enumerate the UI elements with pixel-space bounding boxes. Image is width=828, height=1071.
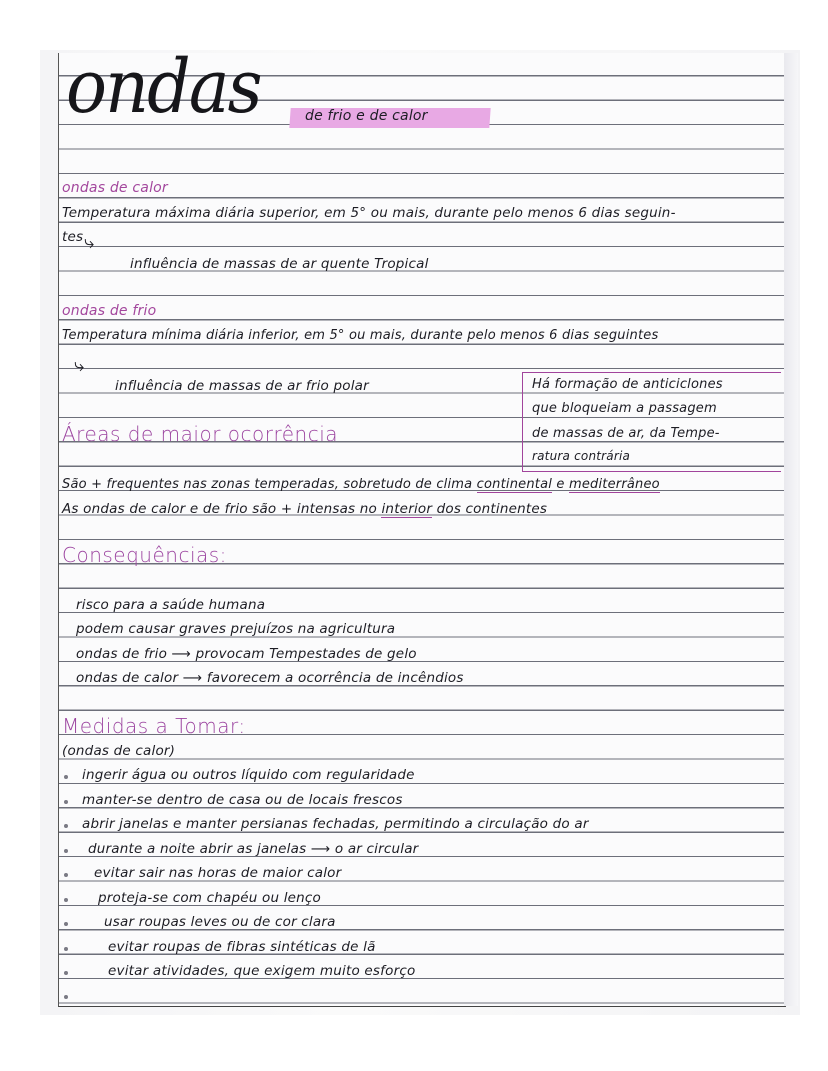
page-edge — [784, 53, 798, 1006]
page-title: ondas — [66, 44, 261, 130]
underlined-term: continental — [476, 477, 553, 492]
bullet-icon — [64, 922, 68, 926]
curved-arrow-icon: ⤷ — [74, 355, 85, 376]
callout-line: que bloqueiam a passagem — [532, 401, 717, 416]
consequence-item: risco para a saúde humana — [76, 597, 266, 613]
measure-item: manter-se dentro de casa ou de locais frescos — [82, 792, 403, 808]
cold-waves-heading: ondas de frio — [62, 303, 157, 319]
page-subtitle: de frio e de calor — [305, 108, 428, 124]
occurrence-text: As ondas de calor e de frio são + intensas no — [62, 501, 382, 517]
measure-item: proteja-se com chapéu ou lenço — [98, 890, 322, 906]
measures-heading: Medidas a Tomar: — [62, 714, 246, 738]
bullet-icon — [64, 873, 68, 877]
bullet-icon — [64, 775, 68, 779]
callout-line: de massas de ar, da Tempe- — [532, 426, 720, 441]
bullet-icon — [64, 995, 68, 999]
consequences-heading: Consequências: — [62, 543, 227, 567]
consequence-item: ondas de frio ⟶ provocam Tempestades de gelo — [76, 646, 417, 662]
consequence-item: ondas de calor ⟶ favorecem a ocorrência de incêndios — [76, 670, 464, 686]
measures-subheading: (ondas de calor) — [62, 743, 176, 759]
underlined-term: interior — [381, 501, 433, 517]
measure-item: evitar sair nas horas de maior calor — [94, 865, 342, 881]
heat-waves-influence: influência de massas de ar quente Tropical — [130, 256, 429, 272]
occurrence-text: e — [552, 477, 569, 492]
cold-waves-definition: Temperatura mínima diária inferior, em 5° ou mais, durante pelo menos 6 dias seguintes — [62, 328, 659, 343]
bullet-icon — [64, 898, 68, 902]
callout-line: Há formação de anticiclones — [532, 377, 723, 392]
bullet-icon — [64, 947, 68, 951]
measure-item: abrir janelas e manter persianas fechadas, permitindo a circulação do ar — [82, 816, 589, 832]
measure-item: evitar atividades, que exigem muito esforço — [108, 963, 416, 979]
callout-line: ratura contrária — [532, 449, 631, 463]
bullet-icon — [64, 849, 68, 853]
ruled-notebook-page — [58, 53, 786, 1007]
occurrence-heading: Áreas de maior ocorrência — [62, 422, 339, 446]
underlined-term: mediterrâneo — [568, 477, 660, 492]
occurrence-line2 — [62, 501, 547, 517]
occurrence-text: dos continentes — [432, 501, 548, 517]
occurrence-line1 — [62, 477, 660, 492]
heat-waves-definition-line1: Temperatura máxima diária superior, em 5° ou mais, durante pelo menos 6 dias seguin- — [62, 205, 676, 221]
measure-item: ingerir água ou outros líquido com regularidade — [82, 767, 415, 783]
curved-arrow-icon: ⤷ — [84, 232, 95, 253]
heat-waves-definition-line2: tes — [62, 229, 84, 245]
measure-item: evitar roupas de fibras sintéticas de lã — [108, 939, 376, 955]
bullet-icon — [64, 800, 68, 804]
measure-item: usar roupas leves ou de cor clara — [104, 914, 336, 930]
bullet-icon — [64, 971, 68, 975]
cold-waves-influence: influência de massas de ar frio polar — [115, 378, 369, 394]
bullet-icon — [64, 824, 68, 828]
heat-waves-heading: ondas de calor — [62, 180, 168, 196]
occurrence-text: São + frequentes nas zonas temperadas, sobretudo de clima — [62, 477, 477, 492]
measure-item: durante a noite abrir as janelas ⟶ o ar circular — [88, 841, 419, 857]
consequence-item: podem causar graves prejuízos na agricultura — [76, 621, 396, 637]
